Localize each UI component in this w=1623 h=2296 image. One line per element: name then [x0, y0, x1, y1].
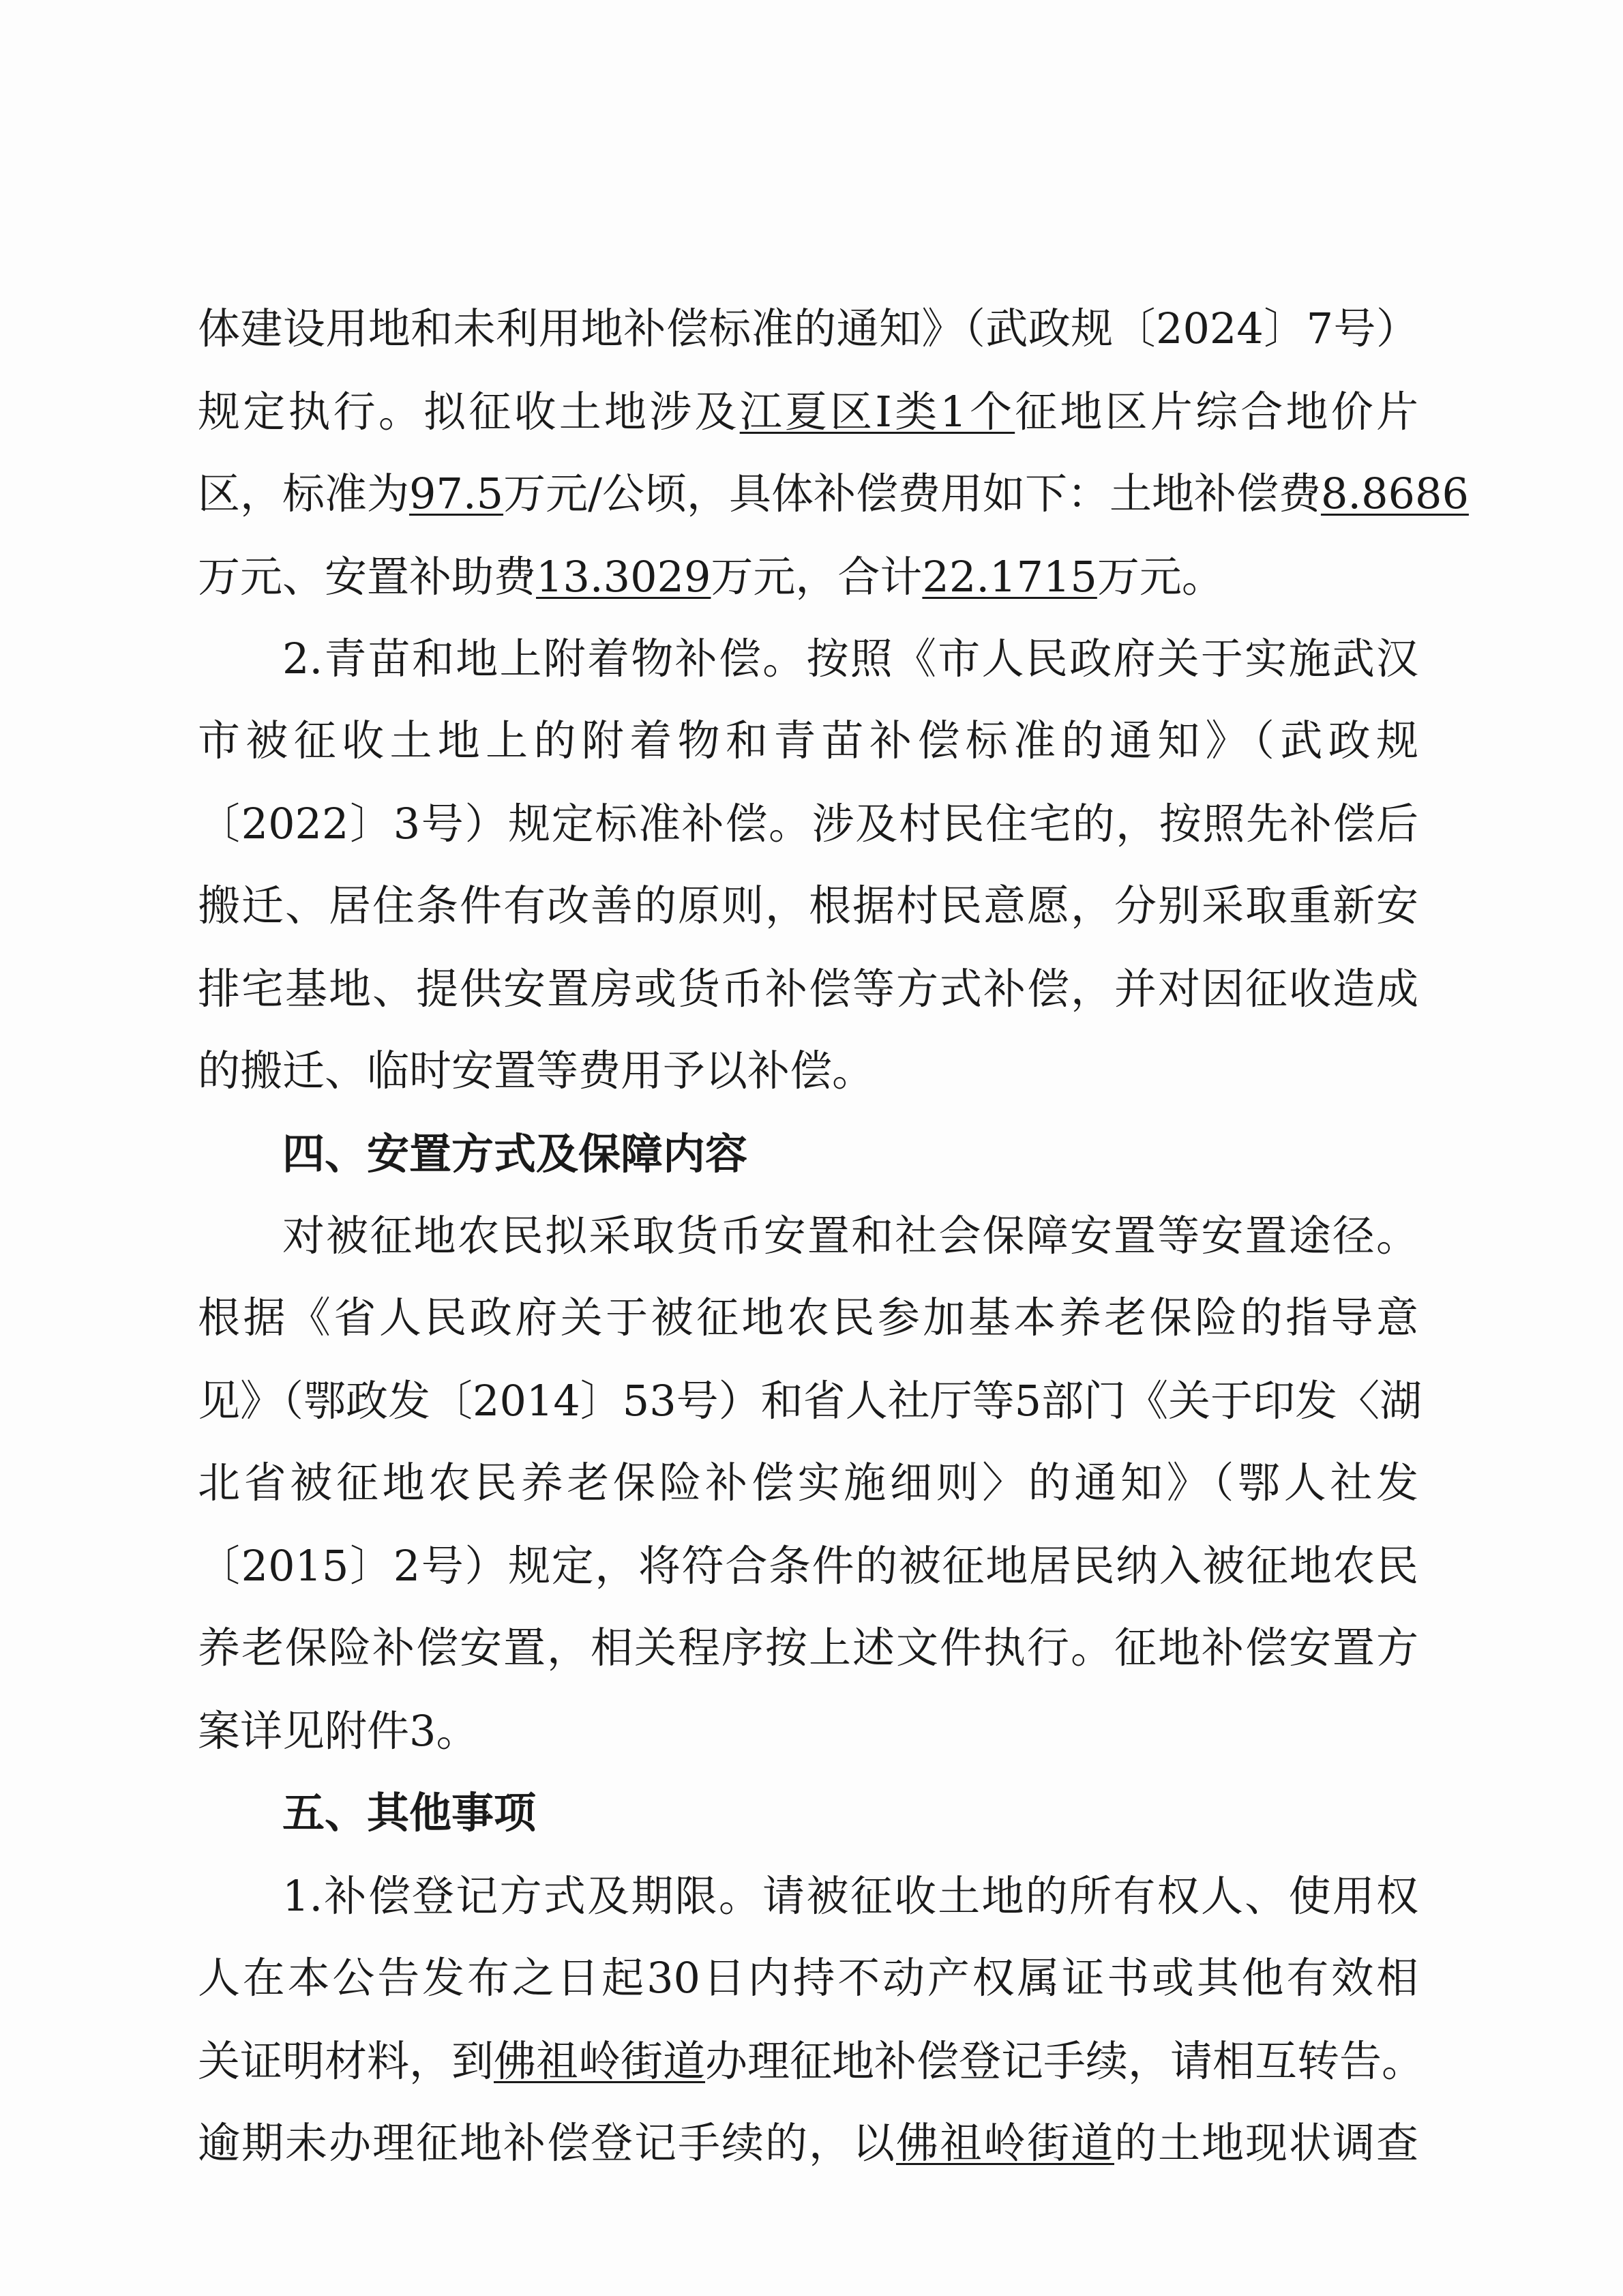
text: 万元，合计	[711, 552, 923, 602]
text: 区，标准为	[198, 469, 410, 518]
text: 体建设用地和未利用地补偿标准的通知》（武政规〔2024〕7号）	[198, 304, 1418, 353]
text: 对被征地农民拟采取货币安置和社会保障安置等安置途径。	[282, 1211, 1418, 1261]
text: 北省被征地农民养老保险补偿实施细则〉的通知》（鄂人社发	[198, 1458, 1418, 1507]
underlined-standard: 97.5	[409, 469, 504, 518]
text: 人在本公告发布之日起30日内持不动产权属证书或其他有效相	[198, 1953, 1418, 2003]
paragraph-line	[198, 1030, 1418, 1112]
paragraph-line	[198, 783, 1418, 865]
section-heading	[198, 1113, 1418, 1195]
paragraph-line	[198, 865, 1418, 947]
text: 2.青苗和地上附着物补偿。按照《市人民政府关于实施武汉	[282, 634, 1418, 683]
text: 养老保险补偿安置，相关程序按上述文件执行。征地补偿安置方	[198, 1623, 1418, 1673]
underlined-resettlement-fee: 13.3029	[536, 552, 711, 602]
paragraph-line	[198, 1525, 1418, 1607]
text: 排宅基地、提供安置房或货币补偿等方式补偿，并对因征收造成	[198, 964, 1418, 1014]
text: 根据《省人民政府关于被征地农民参加基本养老保险的指导意	[198, 1293, 1418, 1342]
text: 万元、安置补助费	[198, 552, 537, 602]
paragraph-line	[198, 1277, 1418, 1359]
text: 见》（鄂政发〔2014〕53号）和省人社厅等5部门《关于印发〈湖	[198, 1376, 1423, 1426]
underlined-district: 江夏区Ⅰ类1个	[739, 387, 1015, 437]
text: 万元。	[1097, 552, 1224, 602]
text: 征地区片综合地价片	[1015, 387, 1418, 437]
text: 1.补偿登记方式及期限。请被征收土地的所有权人、使用权	[282, 1871, 1418, 1921]
underlined-total: 22.1715	[922, 552, 1097, 602]
underlined-street: 佛祖岭街道	[494, 2036, 706, 2086]
text: 逾期未办理征地补偿登记手续的，以	[198, 2118, 896, 2168]
paragraph-line	[198, 700, 1418, 782]
paragraph-line	[198, 536, 1418, 618]
paragraph-line	[198, 453, 1469, 535]
text: 办理征地补偿登记手续，请相互转告。	[705, 2036, 1425, 2086]
paragraph-line	[198, 2102, 1418, 2184]
section-heading	[198, 1772, 1418, 1854]
text: 的土地现状调查	[1114, 2118, 1418, 2168]
text: 〔2022〕3号）规定标准补偿。涉及村民住宅的，按照先补偿后	[198, 799, 1418, 849]
heading-text: 四、安置方式及保障内容	[282, 1129, 748, 1179]
text: 市被征收土地上的附着物和青苗补偿标准的通知》（武政规	[198, 716, 1418, 765]
text: 万元/公顷，具体补偿费用如下：土地补偿费	[503, 469, 1321, 518]
heading-text: 五、其他事项	[282, 1788, 537, 1838]
paragraph-line	[198, 1937, 1418, 2019]
text: 搬迁、居住条件有改善的原则，根据村民意愿，分别采取重新安	[198, 881, 1418, 930]
paragraph-line	[198, 288, 1418, 370]
underlined-land-fee: 8.8686	[1320, 469, 1469, 518]
paragraph-line	[198, 1690, 1418, 1772]
paragraph-line	[198, 1195, 1418, 1277]
paragraph-line	[198, 618, 1418, 700]
paragraph-line	[198, 371, 1418, 453]
text: 的搬迁、临时安置等费用予以补偿。	[198, 1046, 875, 1095]
text: 规定执行。拟征收土地涉及	[198, 387, 740, 437]
paragraph-line	[198, 2020, 1425, 2102]
paragraph-line	[198, 1442, 1418, 1524]
text: 案详见附件3。	[198, 1706, 479, 1756]
text: 〔2015〕2号）规定，将符合条件的被征地居民纳入被征地农民	[198, 1541, 1418, 1591]
paragraph-line	[198, 1360, 1423, 1442]
paragraph-line	[198, 948, 1418, 1030]
text: 关证明材料，到	[198, 2036, 494, 2086]
paragraph-line	[198, 1855, 1418, 1937]
paragraph-line	[198, 1607, 1418, 1689]
underlined-street: 佛祖岭街道	[895, 2118, 1114, 2168]
